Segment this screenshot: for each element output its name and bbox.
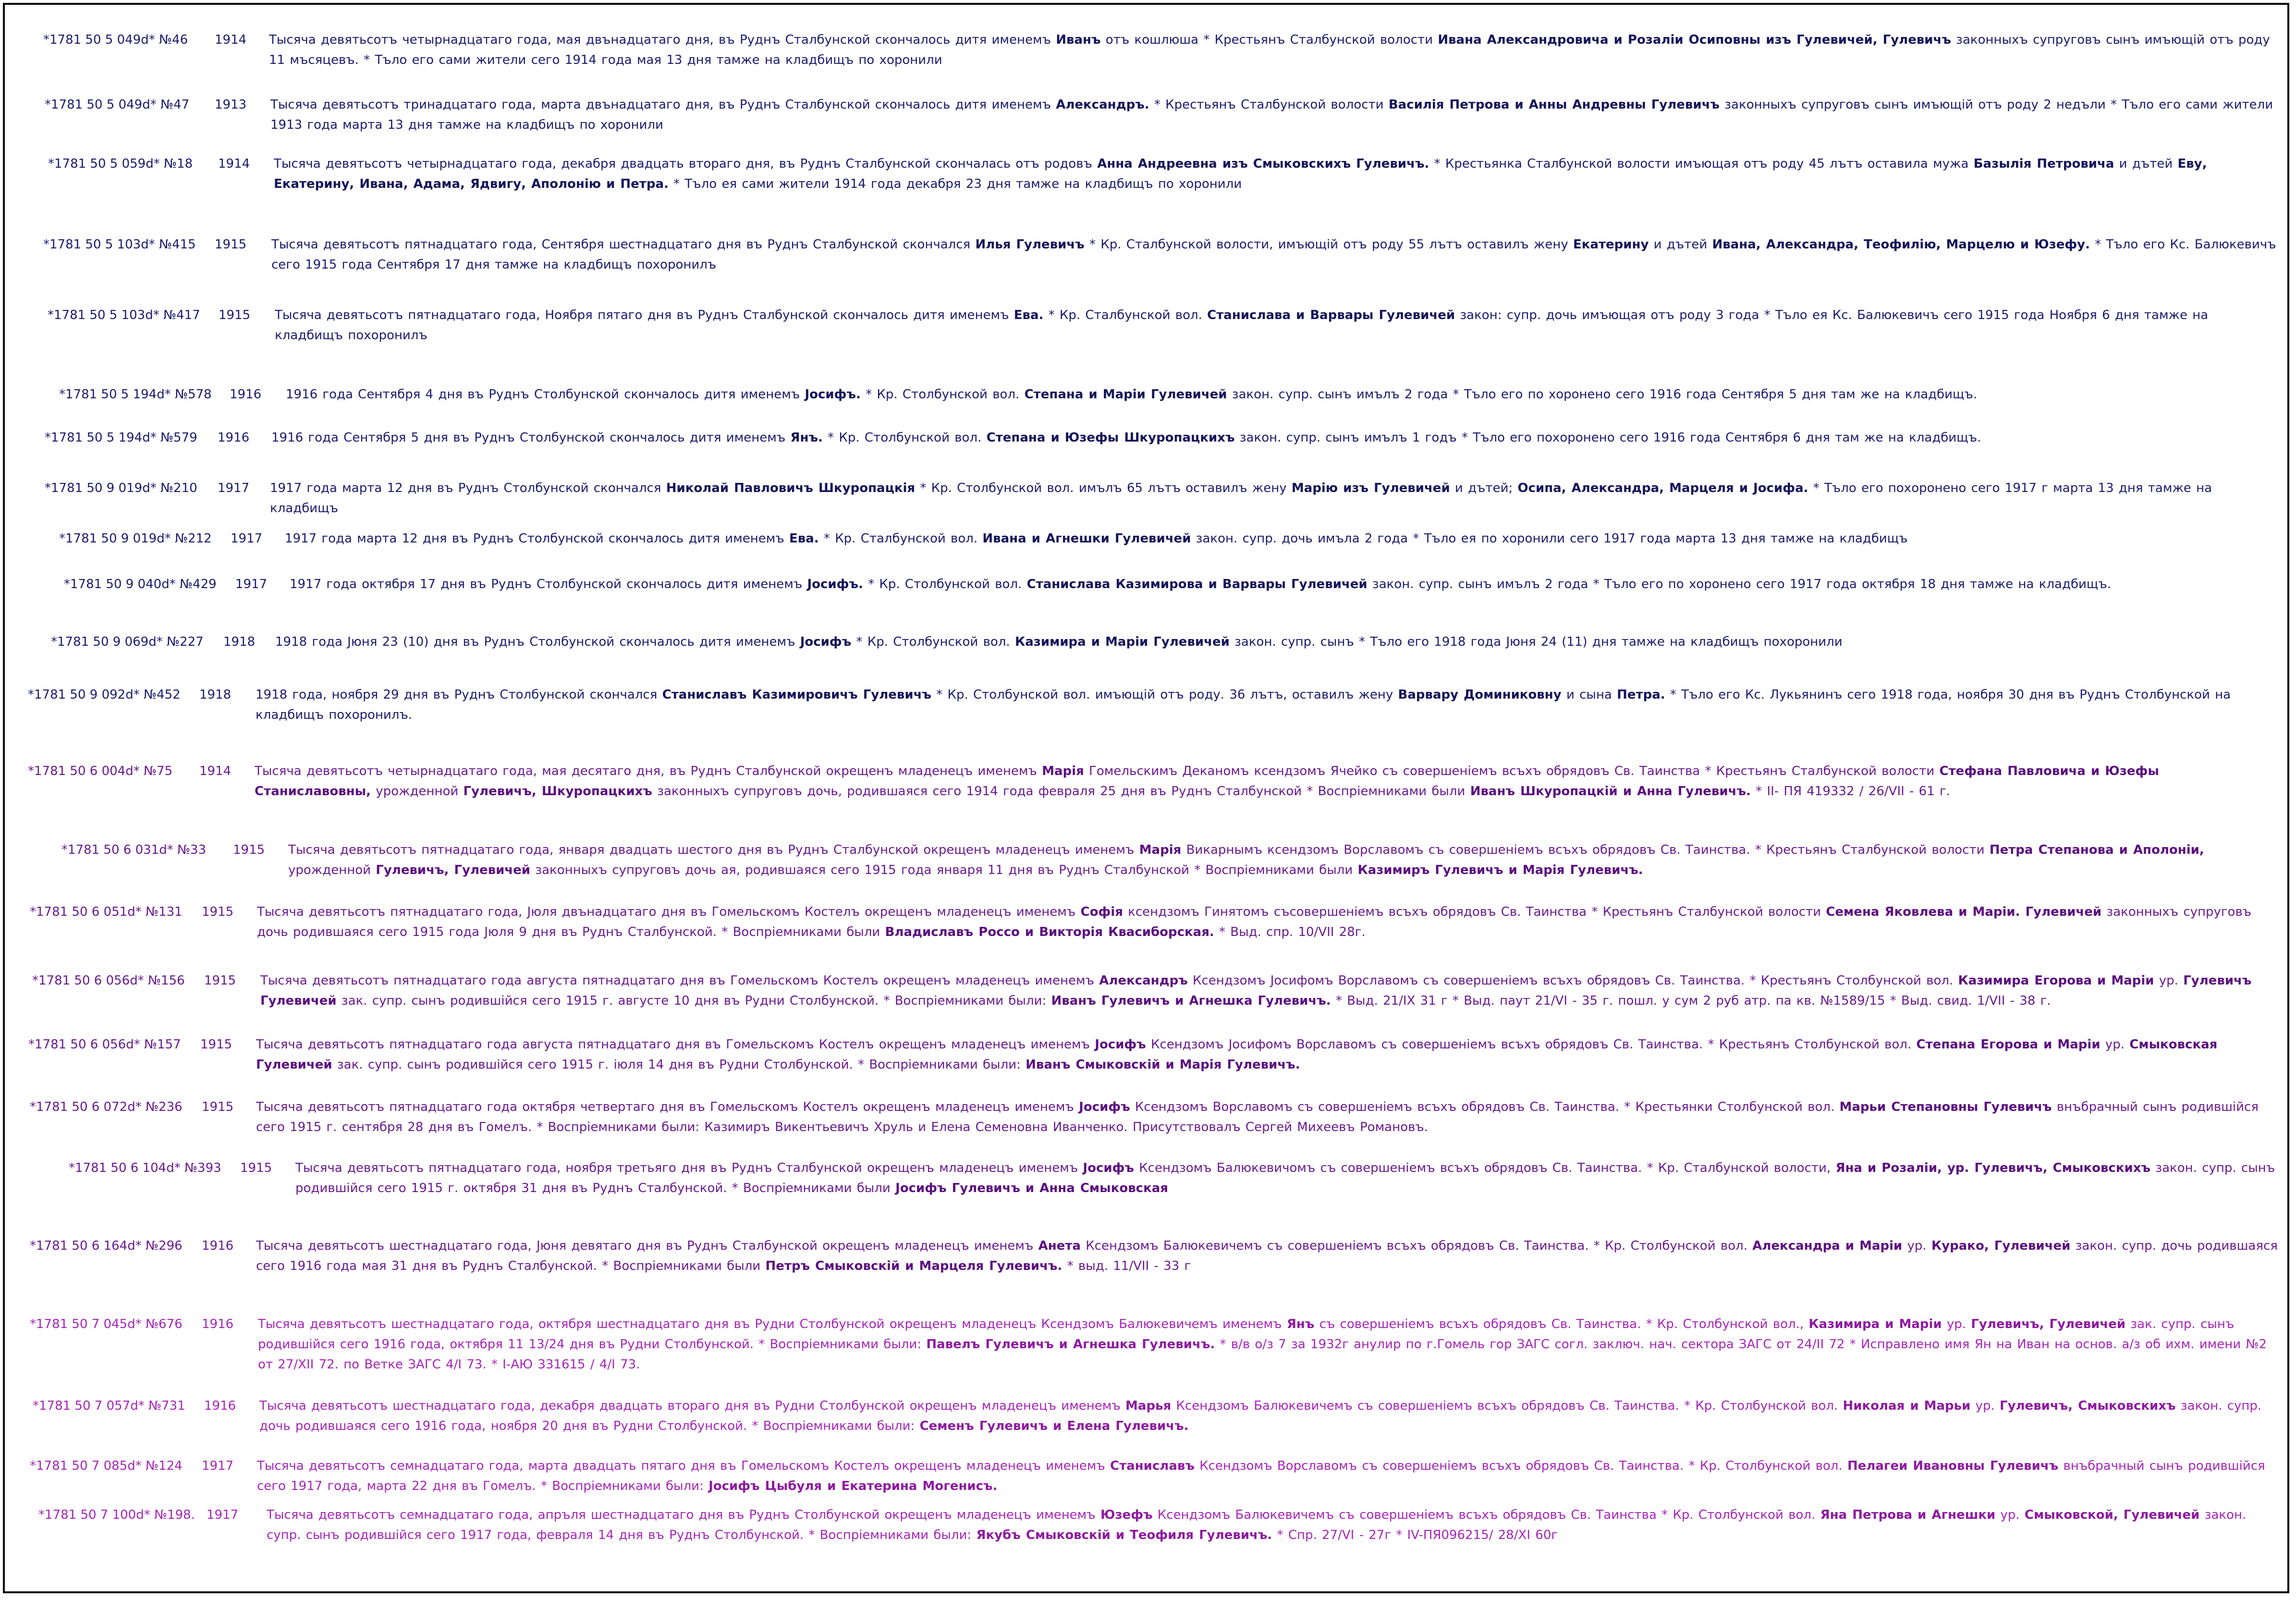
record-reference: *1781 50 6 164d* №296 xyxy=(30,1239,183,1253)
record-text-segment: * Кр. Столбунской вол. xyxy=(863,577,1027,591)
record-year: 1916 xyxy=(202,1239,234,1253)
record-year: 1918 xyxy=(223,635,256,649)
record-name-highlight: Ивана, Александра, Теофилію, Марцелю и Юзефу. xyxy=(1712,237,2090,252)
record-text-segment: Тысяча девятьсотъ пятнадцатаго года, Ноября пятаго дня въ Руднъ Сталбунской скончалось дитя именемъ xyxy=(275,308,1014,322)
record-year: 1916 xyxy=(230,387,262,402)
record-text-segment: и дътей xyxy=(1649,237,1712,252)
record-name-highlight: Петра Степанова и Аполоніи, xyxy=(1989,843,2204,857)
record-text-segment: Тысяча девятьсотъ шестнадцатаго года, декабря двадцать втораго дня въ Рудни Столбунской окрещенъ младенецъ именемъ xyxy=(259,1399,1126,1413)
record-name-highlight: Екатерину xyxy=(1573,237,1649,252)
record-year: 1915 xyxy=(233,843,265,857)
record-text-segment: законныхъ супруговъ сынъ имъющій отъ роду 2 недъли * Тъло его сами жители 1913 года марта 13 дня тамже на кладбищъ по хоронили xyxy=(270,98,2273,132)
record-name-highlight: Јосифъ. xyxy=(807,577,863,591)
record-text xyxy=(271,234,2279,275)
record-text-segment: 1918 года, ноября 29 дня въ Руднъ Столбунской скончался xyxy=(256,688,662,702)
record-year: 1917 xyxy=(207,1508,239,1522)
record-text xyxy=(256,1034,2279,1075)
record-text-segment: * Тъло ея сами жители 1914 года декабря 23 дня тамже на кладбищъ по хоронили xyxy=(668,177,1242,191)
record-text-segment: Тысяча девятьсотъ шестнадцатаго года, октября шестнадцатаго дня въ Рудни Столбунской окрещенъ младенецъ Ксендзомъ Балюкевичемъ именемъ xyxy=(258,1317,1287,1331)
record-text-segment: * выд. 11/VII - 33 г xyxy=(1062,1259,1191,1273)
record-text-segment: закон. супр. дочь имъла 2 года * Тъло ея по хоронили сего 1917 года марта 13 дня тамже на кладбищъ xyxy=(1191,531,1908,546)
record-reference: *1781 50 6 004d* №75 xyxy=(28,764,173,778)
record-name-highlight: Марія xyxy=(1042,764,1084,778)
record-text-segment: зак. супр. сынъ родившійся сего 1916 года, октября 11 13/24 дня въ Рудни Столбунской. * Воспріемниками были: xyxy=(258,1317,2235,1352)
record-name-highlight: Александра и Маріи xyxy=(1752,1239,1903,1253)
record-reference: *1781 50 5 103d* №417 xyxy=(48,308,200,322)
record-text-segment: Тысяча девятьсотъ четырнадцатаго года, мая двънадцатаго дня, въ Руднъ Сталбунской скончалось дитя именемъ xyxy=(269,33,1056,47)
record-name-highlight: Казимира и Маріи Гулевичей xyxy=(1014,635,1230,649)
record-text-segment: внъбрачный сынъ родившійся сего 1917 года, марта 22 дня въ Гомелъ. * Воспріемниками были: xyxy=(257,1459,2265,1493)
record-year: 1915 xyxy=(202,1100,234,1114)
record-text-segment: Ксендзомъ Јосифомъ Ворславомъ съ совершеніемъ всъхъ обрядовъ Св. Таинства. * Крестьянъ Столбунской вол. xyxy=(1187,973,1958,988)
document-frame xyxy=(3,3,2289,1593)
record-reference: *1781 50 6 056d* №156 xyxy=(32,973,185,988)
record-text-segment: * Кр. Сталбунской вол. xyxy=(1043,308,1208,322)
record-text-segment: Тысяча девятьсотъ пятнадцатаго года октября четвертаго дня въ Гомельскомъ Костелъ окрещенъ младенецъ именемъ xyxy=(256,1100,1079,1114)
record-text xyxy=(267,1505,2279,1545)
record-text xyxy=(295,1158,2279,1198)
record-year: 1915 xyxy=(219,308,251,322)
record-name-highlight: Яна и Розаліи, ур. Гулевичъ, Смыковскихъ xyxy=(1835,1161,2151,1175)
record-name-highlight: Јосифъ Гулевичъ и Анна Смыковская xyxy=(895,1181,1168,1195)
record-name-highlight: Јосифъ xyxy=(1083,1161,1134,1175)
record-text-segment: и дътей xyxy=(2114,157,2178,171)
record-year: 1915 xyxy=(240,1161,272,1175)
record-text-segment: закон: супр. дочь имъющая отъ роду 3 года * Тъло ея Кс. Балюкевичъ сего 1915 года Ноября 6 дня тамже на кладбищъ похоронилъ xyxy=(275,308,2209,343)
record-reference: *1781 50 6 104d* №393 xyxy=(69,1161,221,1175)
record-text-segment: Тысяча девятьсотъ пятнадцатаго года, Јюля двънадцатаго дня въ Гомельскомъ Костелъ окрещенъ младенецъ именемъ xyxy=(257,905,1081,919)
record-name-highlight: Анна Андреевна изъ Смыковскихъ Гулевичъ. xyxy=(1097,157,1429,171)
record-name-highlight: Марья xyxy=(1125,1399,1172,1413)
record-text-segment: * в/в о/з 7 за 1932г анулир по г.Гомель гор ЗАГС согл. заключ. нач. сектора ЗАГС от 24/II 72 * Исправлено имя Ян на Иван на основ. а/з об ихм. имени №2 от 27/XII 72. по Ветке ЗАГС 4/I 73. * I-АЮ 331615 / 4/I 73. xyxy=(258,1337,2267,1372)
record-name-highlight: Яна Петрова и Агнешки xyxy=(1820,1508,1996,1522)
record-text-segment: 1916 года Сентября 5 дня въ Руднъ Столбунской скончалось дитя именемъ xyxy=(271,431,791,445)
record-reference: *1781 50 5 103d* №415 xyxy=(43,237,196,252)
record-name-highlight: Станиславъ Казимировичъ Гулевичъ xyxy=(662,688,931,702)
record-text xyxy=(290,574,2279,594)
record-year: 1915 xyxy=(202,905,234,919)
record-name-highlight: Смыковская Гулевичей xyxy=(256,1037,2218,1072)
record-text-segment: Тысяча девятьсотъ семнадцатаго года, апръля шестнадцатаго дня въ Руднъ Столбунской окрещенъ младенецъ именемъ xyxy=(267,1508,1100,1522)
record-text-segment: Тысяча девятьсотъ шестнадцатаго года, Јюня девятаго дня въ Руднъ Сталбунской окрещенъ младенецъ именемъ xyxy=(256,1239,1038,1253)
record-name-highlight: Казимира Егорова и Маріи xyxy=(1958,973,2154,988)
record-text-segment: закон. супр. дочь родившаяся сего 1916 года мая 31 дня въ Руднъ Сталбунской. * Воспріемниками были xyxy=(256,1239,2278,1273)
record-text-segment: * Тъло его Кс. Балюкевичъ сего 1915 года Сентября 17 дня тамже на кладбищъ похоронилъ xyxy=(271,237,2276,272)
record-name-highlight: Иванъ Гулевичъ и Агнешка Гулевичъ. xyxy=(1051,994,1331,1008)
record-name-highlight: Петра. xyxy=(1617,688,1665,702)
record-reference: *1781 50 9 019d* №210 xyxy=(45,481,197,495)
record-reference: *1781 50 7 057d* №731 xyxy=(33,1399,185,1413)
record-year: 1913 xyxy=(215,98,247,112)
record-text-segment: ур. xyxy=(1902,1239,1931,1253)
record-text xyxy=(274,154,2279,194)
record-text-segment: Гомельскимъ Деканомъ ксендзомъ Ячейко съ совершеніемъ всъхъ обрядовъ Св. Таинства * Крестьянъ Сталбунской волости xyxy=(1084,764,1940,778)
record-text-segment: Тысяча девятьсотъ семнадцатаго года, марта двадцать пятаго дня въ Гомельскомъ Костелъ окрещенъ младенецъ именемъ xyxy=(257,1459,1110,1473)
record-text xyxy=(256,685,2279,725)
record-name-highlight: Анета xyxy=(1038,1239,1081,1253)
record-text-segment: Ксендзомъ Ворславомъ съ совершеніемъ всъхъ обрядовъ Св. Таинства. * Крестьянки Столбунской вол. xyxy=(1130,1100,1840,1114)
record-text-segment: * Кр. Столбунской вол. имълъ 65 лътъ оставилъ жену xyxy=(915,481,1292,495)
record-name-highlight: Марію изъ Гулевичей xyxy=(1291,481,1450,495)
record-text-segment: * Кр. Сталбунской вол. xyxy=(818,531,983,546)
record-name-highlight: Гулевичъ, Гулевичей xyxy=(1971,1317,2126,1331)
record-name-highlight: Александръ. xyxy=(1056,98,1149,112)
record-text-segment: зак. супр. сынъ родившійся сего 1915 г. іюля 14 дня въ Рудни Столбунской. * Воспріемниками были: xyxy=(332,1058,1026,1072)
record-text xyxy=(275,305,2279,345)
record-name-highlight: Павелъ Гулевичъ и Агнешка Гулевичъ. xyxy=(926,1337,1215,1352)
record-text-segment: * Выд. спр. 10/VII 28г. xyxy=(1214,925,1366,939)
record-name-highlight: Ева. xyxy=(1014,308,1044,322)
record-year: 1916 xyxy=(202,1317,234,1331)
record-text-segment: * Тъло его Кс. Лукьянинъ сего 1918 года, ноября 30 дня въ Руднъ Столбунской на кладбищъ похоронилъ. xyxy=(256,688,2231,722)
record-name-highlight: Гулевичъ, Смыковскихъ xyxy=(2000,1399,2176,1413)
record-year: 1916 xyxy=(204,1399,236,1413)
record-text-segment: Ксендзомъ Балюкевичемъ съ совершеніемъ всъхъ обрядовъ Св. Таинства. * Кр. Столбунской вол. xyxy=(1080,1239,1753,1253)
record-name-highlight: Пелагеи Ивановны Гулевичъ xyxy=(1847,1459,2059,1473)
record-name-highlight: Александръ xyxy=(1099,973,1188,988)
record-year: 1914 xyxy=(215,33,247,47)
record-name-highlight: Гулевичъ, Гулевичей xyxy=(376,863,531,877)
record-reference: *1781 50 5 194d* №578 xyxy=(59,387,212,402)
record-name-highlight: Стефана Павловича и Юзефы Станиславовны, xyxy=(255,764,2159,799)
record-year: 1915 xyxy=(200,1037,232,1052)
record-reference: *1781 50 7 045d* №676 xyxy=(30,1317,183,1331)
record-name-highlight: Казимиръ Гулевичъ и Марія Гулевичъ. xyxy=(1357,863,1643,877)
record-reference: *1781 50 7 100d* №198. xyxy=(38,1508,195,1522)
record-text xyxy=(271,428,2279,448)
record-text xyxy=(270,478,2279,518)
record-text xyxy=(286,384,2279,405)
record-text xyxy=(269,30,2279,70)
record-year: 1916 xyxy=(218,431,250,445)
record-text-segment: урожденной xyxy=(288,863,376,877)
record-reference: *1781 50 9 069d* №227 xyxy=(51,635,204,649)
record-text-segment: * Выд. 21/IX 31 г * Выд. паут 21/VI - 35 г. пошл. у сум 2 руб атр. па кв. №1589/15 * Выд. свид. 1/VII - 38 г. xyxy=(1331,994,2051,1008)
record-reference: *1781 50 6 051d* №131 xyxy=(30,905,183,919)
record-name-highlight: Курако, Гулевичей xyxy=(1931,1239,2071,1253)
record-name-highlight: Семенъ Гулевичъ и Елена Гулевичъ. xyxy=(919,1419,1189,1433)
record-text-segment: 1918 года Јюня 23 (10) дня въ Руднъ Столбунской скончалось дитя именемъ xyxy=(275,635,800,649)
record-text-segment: закон. супр. сынъ родившійся сего 1915 г. октября 31 дня въ Руднъ Сталбунской. * Воспріемниками были xyxy=(295,1161,2275,1195)
record-name-highlight: Николай Павловичъ Шкуропацкія xyxy=(666,481,916,495)
record-name-highlight: Ивана и Агнешки Гулевичей xyxy=(982,531,1191,546)
record-name-highlight: Марьи Степановны Гулевичъ xyxy=(1839,1100,2052,1114)
record-text-segment: Тысяча девятьсотъ тринадцатаго года, марта двънадцатаго дня, въ Руднъ Сталбунской скончалось дитя именемъ xyxy=(270,98,1056,112)
record-name-highlight: Степана и Маріи Гулевичей xyxy=(1024,387,1227,402)
record-text-segment: * Кр. Столбунской вол. xyxy=(851,635,1015,649)
record-year: 1915 xyxy=(204,973,236,988)
record-year: 1917 xyxy=(202,1459,234,1473)
record-text-segment: Викарнымъ ксендзомъ Ворславомъ съ совершеніемъ всъхъ обрядовъ Св. Таинства. * Крестьянъ Сталбунской волости xyxy=(1181,843,1990,857)
record-name-highlight: Иванъ Шкуропацкій и Анна Гулевичъ. xyxy=(1470,784,1751,799)
record-reference: *1781 50 9 019d* №212 xyxy=(59,531,212,546)
record-name-highlight: Илья Гулевичъ xyxy=(975,237,1085,252)
record-text-segment: законныхъ супруговъ дочь ая, родившаяся сего 1915 года января 11 дня въ Руднъ Сталбунской * Воспріемниками были xyxy=(530,863,1358,877)
record-reference: *1781 50 5 194d* №579 xyxy=(45,431,197,445)
record-name-highlight: Иванъ xyxy=(1056,33,1101,47)
record-name-highlight: Гулевичъ Гулевичей xyxy=(260,973,2252,1008)
record-text-segment: ксендзомъ Гинятомъ съсовершеніемъ всъхъ обрядовъ Св. Таинства * Крестьянъ Сталбунской волости xyxy=(1123,905,1826,919)
record-text xyxy=(288,840,2279,880)
record-name-highlight: Марія xyxy=(1139,843,1182,857)
record-text xyxy=(285,529,2279,549)
record-year: 1917 xyxy=(218,481,250,495)
record-name-highlight: Осипа, Александра, Марцеля и Јосифа. xyxy=(1517,481,1808,495)
record-text-segment: внъбрачный сынъ родившійся сего 1915 г. сентября 28 дня въ Гомелъ. * Воспріемниками были: Казимиръ Викентьевичъ Хруль и Елена Семеновна Иванченко. Присутствовалъ Сергей Михеевъ Романовъ. xyxy=(256,1100,2259,1134)
record-name-highlight: Јосифъ. xyxy=(805,387,861,402)
record-reference: *1781 50 6 072d* №236 xyxy=(30,1100,183,1114)
record-reference: *1781 50 9 092d* №452 xyxy=(28,688,181,702)
record-name-highlight: Якубъ Смыковскій и Теофиля Гулевичъ. xyxy=(976,1528,1272,1542)
record-text xyxy=(256,1097,2279,1137)
record-text-segment: съ совершеніемъ всъхъ обрядовъ Св. Таинства. * Кр. Столбунской вол., xyxy=(1314,1317,1809,1331)
record-reference: *1781 50 5 049d* №47 xyxy=(45,98,190,112)
record-text-segment: * Тъло его похоронено сего 1917 г марта 13 дня тамже на кладбищъ xyxy=(270,481,2212,516)
record-text-segment: * Кр. Сталбунской волости, имъющій отъ роду 55 лътъ оставилъ жену xyxy=(1084,237,1574,252)
record-text-segment: зак. супр. сынъ родившійся сего 1915 г. августе 10 дня въ Рудни Столбунской. * Воспріемниками были: xyxy=(336,994,1051,1008)
record-text-segment: * Кр. Столбунской вол. xyxy=(822,431,987,445)
record-name-highlight: Степана и Юзефы Шкуропацкихъ xyxy=(986,431,1235,445)
record-text-segment: * Спр. 27/VI - 27г * IV-ПЯ096215/ 28/XI 60г xyxy=(1272,1528,1558,1542)
record-text xyxy=(270,95,2279,135)
record-text-segment: закон. супр. сынъ родившійся сего 1917 года, февраля 14 дня въ Руднъ Столбунской. * Воспріемниками были: xyxy=(267,1508,2247,1542)
record-name-highlight: Василія Петрова и Анны Андревны Гулевичъ xyxy=(1388,98,1720,112)
record-text-segment: ур. xyxy=(1970,1399,2000,1413)
record-name-highlight: Јосифъ Цыбуля и Екатерина Могенисъ. xyxy=(708,1479,998,1493)
record-year: 1917 xyxy=(231,531,263,546)
record-name-highlight: Владиславъ Россо и Викторія Квасиборская. xyxy=(885,925,1214,939)
record-name-highlight: Николая и Марьи xyxy=(1843,1399,1971,1413)
record-text-segment: и сына xyxy=(1561,688,1617,702)
record-text xyxy=(257,902,2279,942)
record-text-segment: ур. xyxy=(2100,1037,2130,1052)
record-text-segment: ур. xyxy=(2154,973,2184,988)
record-name-highlight: Петръ Смыковскій и Марцеля Гулевичъ. xyxy=(765,1259,1063,1273)
record-text-segment: Ксендзомъ Јосифомъ Ворславомъ съ совершеніемъ всъхъ обрядовъ Св. Таинства. * Крестьянъ Столбунской вол. xyxy=(1146,1037,1917,1052)
record-text-segment: законныхъ супруговъ дочь, родившаяся сего 1914 года февраля 25 дня въ Руднъ Сталбунской * Воспріемниками были xyxy=(652,784,1470,799)
record-year: 1915 xyxy=(215,237,247,252)
record-text-segment: 1917 года марта 12 дня въ Руднъ Столбунской скончалось дитя именемъ xyxy=(285,531,790,546)
record-name-highlight: Јосифъ xyxy=(1079,1100,1130,1114)
record-name-highlight: Семена Яковлева и Маріи. Гулевичей xyxy=(1826,905,2102,919)
record-name-highlight: Степана Егорова и Маріи xyxy=(1916,1037,2101,1052)
record-text-segment: Тысяча девятьсотъ пятнадцатаго года, января двадцать шестого дня въ Руднъ Сталбунской окрещенъ младенецъ именемъ xyxy=(288,843,1139,857)
record-name-highlight: Юзефъ xyxy=(1100,1508,1153,1522)
record-name-highlight: Янъ. xyxy=(790,431,823,445)
record-name-highlight: Јосифъ xyxy=(800,635,852,649)
record-year: 1917 xyxy=(235,577,268,591)
record-text xyxy=(275,632,2279,652)
record-name-highlight: Гулевичъ, Шкуропацкихъ xyxy=(463,784,652,799)
record-text-segment: ур. xyxy=(1995,1508,2025,1522)
record-reference: *1781 50 7 085d* №124 xyxy=(30,1459,183,1473)
record-year: 1914 xyxy=(199,764,232,778)
record-name-highlight: Ивана Александровича и Розаліи Осиповны изъ Гулевичей, Гулевичъ xyxy=(1438,33,1951,47)
record-text-segment: 1917 года марта 12 дня въ Руднъ Столбунской скончался xyxy=(270,481,666,495)
record-text-segment: * Крестьянка Сталбунской волости имъющая отъ роду 45 лътъ оставила мужа xyxy=(1429,157,1974,171)
record-text-segment: Ксендзомъ Ворславомъ съ совершеніемъ всъхъ обрядовъ Св. Таинства. * Кр. Столбунской вол. xyxy=(1194,1459,1847,1473)
record-text-segment: Тысяча девятьсотъ четырнадцатаго года, декабря двадцать втораго дня, въ Руднъ Сталбунской скончалась отъ родовъ xyxy=(274,157,1098,171)
record-year: 1914 xyxy=(218,157,250,171)
record-text-segment: ур. xyxy=(1942,1317,1971,1331)
record-name-highlight: Јосифъ xyxy=(1095,1037,1146,1052)
record-text-segment: * II- ПЯ 419332 / 26/VII - 61 г. xyxy=(1750,784,1950,799)
record-reference: *1781 50 6 056d* №157 xyxy=(28,1037,181,1052)
record-text xyxy=(257,1456,2279,1496)
record-text-segment: законныхъ супруговъ дочь родившаяся сего 1915 года Јюля 9 дня въ Руднъ Сталбунской. * Воспріемниками были xyxy=(257,905,2252,939)
record-text-segment: Тысяча девятьсотъ пятнадцатаго года, Сентября шестнадцатаго дня въ Руднъ Сталбунской скончался xyxy=(271,237,976,252)
record-text xyxy=(256,1236,2279,1276)
record-reference: *1781 50 9 040d* №429 xyxy=(64,577,217,591)
record-text-segment: Тысяча девятьсотъ пятнадцатаго года, ноября третьяго дня въ Руднъ Сталбунской окрещенъ младенецъ именемъ xyxy=(295,1161,1083,1175)
record-name-highlight: Казимира и Маріи xyxy=(1808,1317,1942,1331)
record-name-highlight: Станислава Казимирова и Варвары Гулевичей xyxy=(1026,577,1368,591)
record-name-highlight: Ева. xyxy=(789,531,819,546)
record-text-segment: * Кр. Столбунской вол. имъющій отъ роду. 36 лътъ, оставилъ жену xyxy=(931,688,1398,702)
record-text-segment: Тысяча девятьсотъ пятнадцатаго года августа пятнадцатаго дня въ Гомельскомъ Костелъ окрещенъ младенецъ именемъ xyxy=(256,1037,1095,1052)
record-year: 1918 xyxy=(199,688,232,702)
record-text-segment: Тысяча девятьсотъ пятнадцатаго года августа пятнадцатаго дня въ Гомельскомъ Костелъ окрещенъ младенецъ именемъ xyxy=(260,973,1099,988)
record-text-segment: закон. супр. сынъ имълъ 1 годъ * Тъло его похоронено сего 1916 года Сентября 6 дня там же на кладбищъ. xyxy=(1234,431,1981,445)
record-text xyxy=(258,1314,2279,1375)
record-text-segment: и дътей; xyxy=(1450,481,1518,495)
record-text-segment: законныхъ супруговъ сынъ имъющій отъ роду 11 мъсяцевъ. * Тъло его сами жители сего 1914 года мая 13 дня тамже на кладбищъ по хоронили xyxy=(269,33,2270,67)
record-text xyxy=(255,761,2279,801)
record-name-highlight: Станислава и Варвары Гулевичей xyxy=(1207,308,1455,322)
record-text xyxy=(259,1396,2279,1436)
record-text-segment: * Крестьянъ Сталбунской волости xyxy=(1149,98,1389,112)
record-name-highlight: Смыковской, Гулевичей xyxy=(2024,1508,2200,1522)
record-text-segment: закон. супр. сынъ * Тъло его 1918 года Јюня 24 (11) дня тамже на кладбищъ похоронили xyxy=(1229,635,1843,649)
record-text-segment: 1917 года октября 17 дня въ Руднъ Столбунской скончалось дитя именемъ xyxy=(290,577,807,591)
record-text-segment: * Кр. Столбунской вол. xyxy=(860,387,1025,402)
record-text-segment: закон. супр. дочь родившаяся сего 1916 года, ноября 20 дня въ Рудни Столбунской. * Воспріемниками были: xyxy=(259,1399,2262,1433)
record-text-segment: закон. супр. сынъ имълъ 2 года * Тъло его по хоронено сего 1916 года Сентября 5 дня там же на кладбищъ. xyxy=(1227,387,1978,402)
record-name-highlight: Базылія Петровича xyxy=(1973,157,2114,171)
record-text-segment: отъ кошлюша * Крестьянъ Сталбунской волости xyxy=(1100,33,1438,47)
record-name-highlight: Еву, Екатерину, Ивана, Адама, Ядвигу, Аполонію и Петра. xyxy=(274,157,2207,191)
record-name-highlight: Станиславъ xyxy=(1110,1459,1195,1473)
record-text-segment: Ксендзомъ Балюкевичомъ съ совершеніемъ всъхъ обрядовъ Св. Таинства. * Кр. Сталбунской волости, xyxy=(1134,1161,1836,1175)
record-text-segment: 1916 года Сентября 4 дня въ Руднъ Столбунской скончалось дитя именемъ xyxy=(286,387,805,402)
record-text-segment: закон. супр. сынъ имълъ 2 года * Тъло его по хоронено сего 1917 года октября 18 дня тамже на кладбищъ. xyxy=(1367,577,2112,591)
record-reference: *1781 50 5 059d* №18 xyxy=(48,157,193,171)
record-name-highlight: Варвару Доминиковну xyxy=(1398,688,1562,702)
record-reference: *1781 50 5 049d* №46 xyxy=(43,33,188,47)
record-text-segment: Тысяча девятьсотъ четырнадцатаго года, мая десятаго дня, въ Руднъ Сталбунской окрещенъ младенецъ именемъ xyxy=(255,764,1042,778)
record-name-highlight: Янъ xyxy=(1286,1317,1315,1331)
record-text-segment: урожденной xyxy=(371,784,464,799)
record-text-segment: Ксендзомъ Балюкевичемъ съ совершеніемъ всъхъ обрядовъ Св. Таинства * Кр. Столбунской вол. xyxy=(1152,1508,1820,1522)
record-name-highlight: Софія xyxy=(1080,905,1123,919)
record-text xyxy=(260,971,2279,1011)
record-reference: *1781 50 6 031d* №33 xyxy=(61,843,207,857)
record-name-highlight: Иванъ Смыковскій и Марія Гулевичъ. xyxy=(1026,1058,1300,1072)
record-text-segment: Ксендзомъ Балюкевичемъ съ совершеніемъ всъхъ обрядовъ Св. Таинства. * Кр. Столбунской вол. xyxy=(1171,1399,1843,1413)
